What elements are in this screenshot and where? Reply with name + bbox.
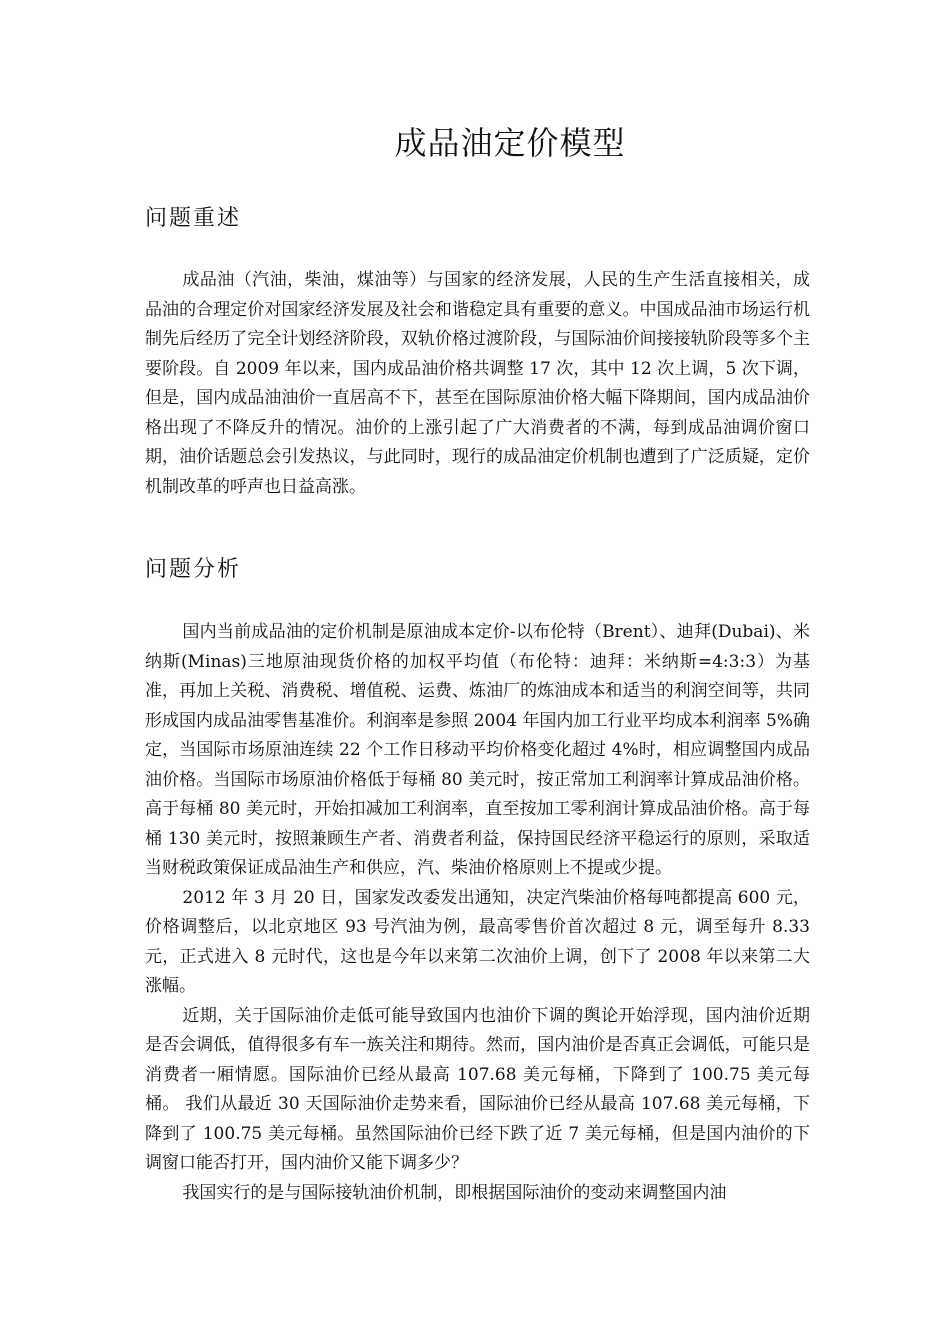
section-body-restatement — [145, 266, 810, 502]
section-heading-restatement: 问题重述 — [145, 206, 242, 231]
section-heading-analysis: 问题分析 — [145, 557, 242, 582]
document-title: 成品油定价模型 — [394, 124, 626, 162]
paragraph: 成品油（汽油，柴油，煤油等）与国家的经济发展，人民的生产生活直接相关，成品油的合理定价对国家经济发展及社会和谐稳定具有重要的意义。中国成品油市场运行机制先后经历了完全计划经济阶段，双轨价格过渡阶段，与国际油价间接接轨阶段等多个主要阶段。自 2009 年以来，国内成品油价格共调整 17 次，其中 12 次上调，5 次下调，但是，国内成品油油价一直居高不下，甚至在国际原油价格大幅下降期间，国内成品油价格出现了不降反升的情况。油价的上涨引起了广大消费者的不满，每到成品油调价窗口期，油价话题总会引发热议，与此同时，现行的成品油定价机制也遭到了广泛质疑，定价机制改革的呼声也日益高涨。 — [145, 270, 810, 497]
paragraph: 我国实行的是与国际接轨油价机制，即根据国际油价的变动来调整国内油 — [182, 1182, 727, 1203]
paragraph: 国内当前成品油的定价机制是原油成本定价-以布伦特（Brent）、迪拜(Dubai)、米纳斯(Minas)三地原油现货价格的加权平均值（布伦特：迪拜：米纳斯=4:3:3）为基准，再加上关税、消费税、增值税、运费、炼油厂的炼油成本和适当的利润空间等，共同形成国内成品油零售基准价。利润率是参照 2004 年国内加工行业平均成本利润率 5%确定，当国际市场原油连续 22 个工作日移动平均价格变化超过 4%时，相应调整国内成品油价格。当国际市场原油价格低于每桶 80 美元时，按正常加工利润率计算成品油价格。高于每桶 80 美元时，开始扣减加工利润率，直至按加工零利润计算成品油价格。高于每桶 130 美元时，按照兼顾生产者、消费者利益，保持国民经济平稳运行的原则，采取适当财税政策保证成品油生产和供应，汽、柴油价格原则上不提或少提。 — [145, 622, 810, 878]
paragraph: 2012 年 3 月 20 日，国家发改委发出通知，决定汽柴油价格每吨都提高 600 元，价格调整后，以北京地区 93 号汽油为例，最高零售价首次超过 8 元，调至每升 8.33 元，正式进入 8 元时代，这也是今年以来第二次油价上调，创下了 2008 年以来第二大涨幅。 — [145, 887, 810, 996]
section-body-analysis — [145, 618, 810, 1208]
paragraph: 近期，关于国际油价走低可能导致国内也油价下调的舆论开始浮现，国内油价近期是否会调低，值得很多有车一族关注和期待。然而，国内油价是否真正会调低，可能只是消费者一厢情愿。国际油价已经从最高 107.68 美元每桶，下降到了 100.75 美元每桶。 我们从最近 30 天国际油价走势来看，国际油价已经从最高 107.68 美元每桶，下降到了 100.75 美元每桶。虽然国际油价已经下跌了近 7 美元每桶，但是国内油价的下调窗口能否打开，国内油价又能下调多少？ — [145, 1005, 810, 1173]
